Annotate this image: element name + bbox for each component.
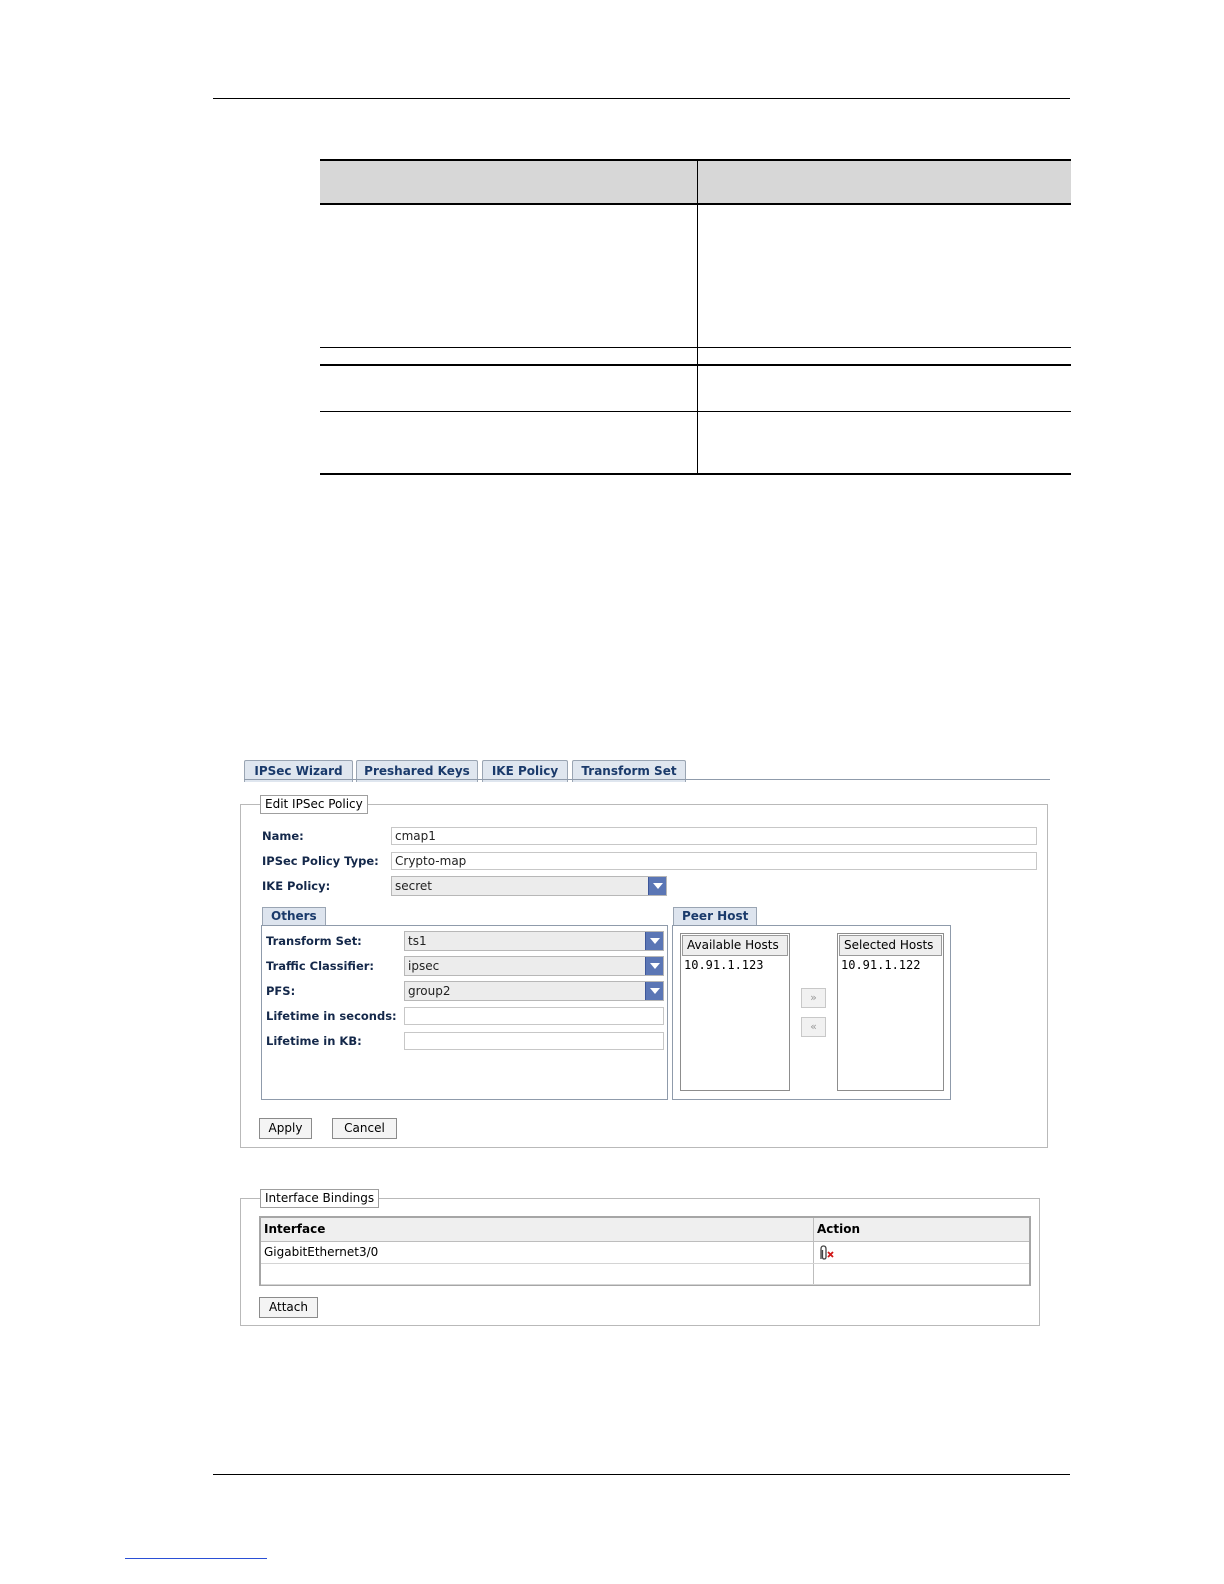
table-row-divider — [320, 347, 1071, 348]
policy-type-field[interactable]: Crypto-map — [391, 852, 1037, 870]
interface-bindings-legend: Interface Bindings — [260, 1189, 379, 1208]
edit-ipsec-policy-panel — [240, 797, 1048, 1148]
document-table-header — [320, 159, 1071, 205]
name-label: Name: — [262, 829, 304, 843]
peer-host-panel — [672, 925, 951, 1100]
apply-button[interactable]: Apply — [259, 1118, 312, 1139]
tab-preshared-keys[interactable]: Preshared Keys — [356, 760, 478, 782]
ike-policy-select[interactable] — [391, 876, 667, 896]
chevron-down-icon[interactable] — [645, 957, 663, 975]
lifetime-kb-field[interactable] — [404, 1032, 664, 1050]
traffic-classifier-label: Traffic Classifier: — [266, 959, 375, 973]
pfs-value: group2 — [408, 984, 451, 998]
pfs-label: PFS: — [266, 984, 296, 998]
interface-column-header: Interface — [261, 1218, 814, 1242]
lifetime-seconds-field[interactable] — [404, 1007, 664, 1025]
document-table — [320, 159, 1071, 475]
selected-hosts-list[interactable] — [837, 933, 944, 1091]
remove-host-button[interactable]: « — [801, 1017, 826, 1037]
table-column-divider — [697, 159, 698, 475]
edit-ipsec-policy-legend: Edit IPSec Policy — [260, 795, 368, 814]
selected-hosts-header: Selected Hosts — [839, 935, 942, 956]
transform-set-label: Transform Set: — [266, 934, 362, 948]
footer-rule — [213, 1474, 1070, 1475]
chevron-down-icon[interactable] — [645, 932, 663, 950]
bindings-table — [259, 1216, 1031, 1286]
lifetime-seconds-label: Lifetime in seconds: — [266, 1009, 397, 1023]
interface-bindings-panel — [240, 1191, 1040, 1326]
ipsec-ui — [236, 756, 1054, 1336]
action-cell — [814, 1242, 1029, 1263]
lifetime-kb-label: Lifetime in KB: — [266, 1034, 362, 1048]
ike-policy-value: secret — [395, 879, 432, 893]
tab-ike-policy[interactable]: IKE Policy — [482, 760, 568, 782]
traffic-classifier-value: ipsec — [408, 959, 440, 973]
chevron-down-icon[interactable] — [648, 877, 666, 895]
table-bottom-rule — [320, 473, 1071, 475]
others-panel — [261, 925, 668, 1100]
chevron-down-icon[interactable] — [645, 982, 663, 1000]
transform-set-select[interactable] — [404, 931, 664, 951]
name-field[interactable]: cmap1 — [391, 827, 1037, 845]
action-column-header: Action — [814, 1218, 1029, 1242]
available-hosts-list[interactable] — [680, 933, 790, 1091]
header-rule — [213, 98, 1070, 99]
cancel-button[interactable]: Cancel — [332, 1118, 397, 1139]
row-divider — [261, 1284, 1029, 1285]
add-host-button[interactable]: » — [801, 988, 826, 1008]
tab-transform-set[interactable]: Transform Set — [572, 760, 686, 782]
row-divider — [261, 1263, 1029, 1264]
tab-bar-baseline — [244, 779, 1050, 780]
ike-policy-label: IKE Policy: — [262, 879, 331, 893]
table-row-divider — [320, 364, 1071, 366]
available-hosts-header: Available Hosts — [682, 935, 788, 956]
list-item[interactable]: 10.91.1.122 — [841, 958, 921, 972]
tab-peer-host[interactable]: Peer Host — [673, 907, 757, 925]
list-item[interactable]: 10.91.1.123 — [684, 958, 764, 972]
detach-icon[interactable] — [817, 1245, 837, 1261]
table-row-divider — [320, 411, 1071, 412]
traffic-classifier-select[interactable] — [404, 956, 664, 976]
footer-link-underline[interactable] — [125, 1558, 267, 1559]
tab-ipsec-wizard[interactable]: IPSec Wizard — [244, 760, 353, 782]
attach-button[interactable]: Attach — [259, 1297, 318, 1318]
pfs-select[interactable] — [404, 981, 664, 1001]
policy-type-label: IPSec Policy Type: — [262, 854, 379, 868]
tab-others[interactable]: Others — [262, 907, 326, 925]
interface-cell: GigabitEthernet3/0 — [264, 1245, 379, 1259]
transform-set-value: ts1 — [408, 934, 427, 948]
